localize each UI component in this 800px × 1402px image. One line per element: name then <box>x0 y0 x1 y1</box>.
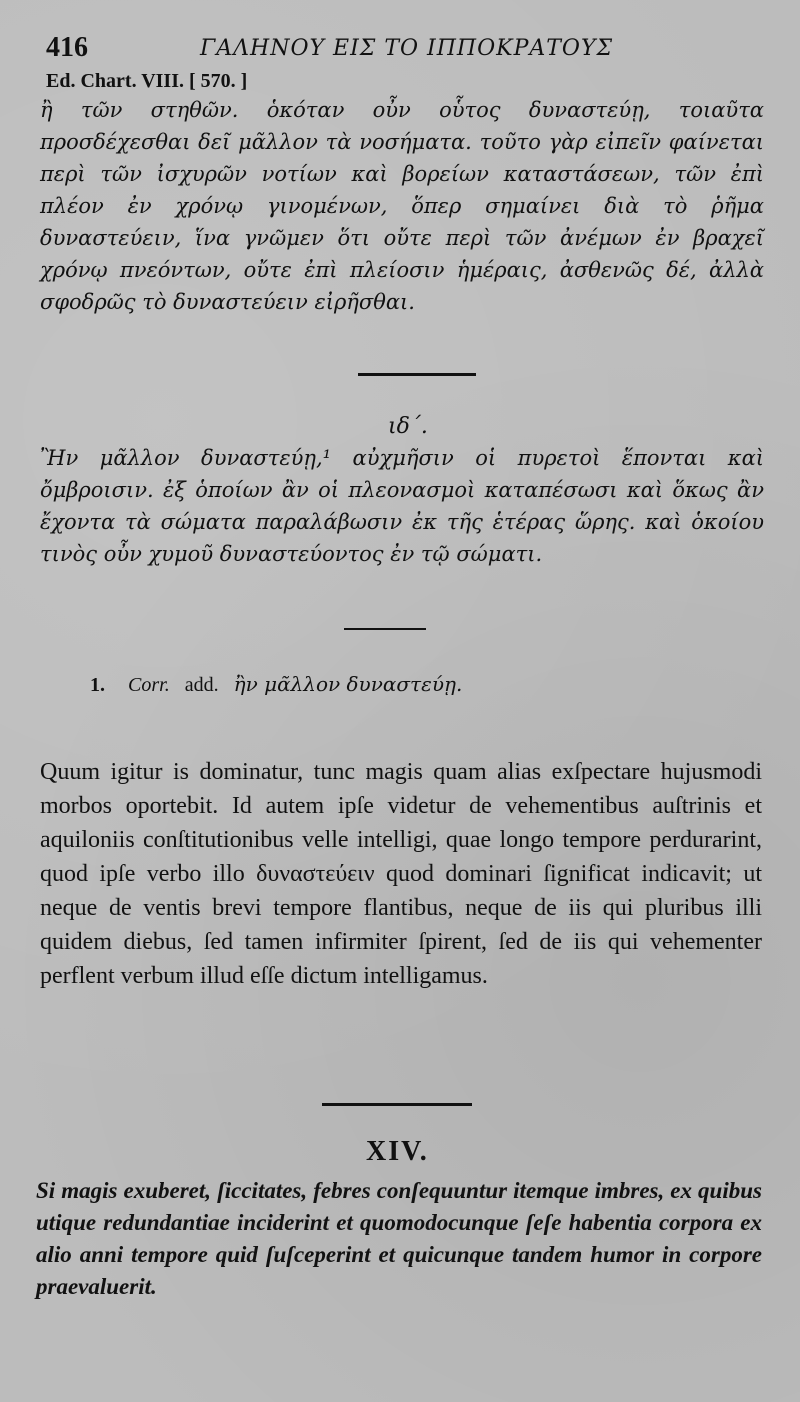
latin-aphorism <box>36 1175 762 1303</box>
footnote <box>90 672 462 697</box>
greek-commentary <box>40 94 764 318</box>
footnote-number: 1. <box>90 674 105 696</box>
greek-aphorism-text: Ἢν μᾶλλον δυναστεύῃ,¹ αὐχμῆσιν οἱ πυρετοὶ ἕπονται καὶ ὄμβροισιν. ἐξ ὁποίων ἂν οἱ πλεονασμοὶ καταπέσωσι καὶ ὅκως ἂν ἔχοντα τὰ σώματα παραλάβωσιν ἐκ τῆς ἑτέρας ὥρης. καὶ ὁκοίου τινὸς οὖν χυμοῦ δυναστεύοντος ἐν τῷ σώματι. <box>40 446 764 566</box>
latin-aphorism-text: Si magis exuberet, ſiccitates, febres conſequuntur itemque imbres, ex quibus utique redundantiae inciderint et quomodocunque ſeſe habentia corpora ex alio anni tempore quid ſuſceperint et quicunque tandem humor in corpore praevaluerit. <box>36 1178 762 1299</box>
latin-commentary-text: Quum igitur is dominatur, tunc magis quam alias exſpectare hujusmodi morbos oportebit. Id autem ipſe videtur de vehementibus auſtrinis et aquiloniis conſtitutionibus velle intelligi, quae longo tempore perdurarint, quod ipſe verbo illo δυναστεύειν quod dominari ſignificat indicavit; ut neque de ventis brevi tempore flantibus, neque de iis qui pluribus illi quidem diebus, ſed tamen infirmiter ſpirent, ſed de iis qui vehementer perflent verbum illud eſſe dictum intelligamus. <box>40 759 762 989</box>
greek-aphorism <box>40 442 764 570</box>
section-divider <box>358 373 476 376</box>
page-number: 416 <box>46 32 88 63</box>
latin-section-divider <box>322 1103 472 1106</box>
footnote-greek: ἢν μᾶλλον δυναστεύῃ. <box>233 672 463 696</box>
greek-section-number: ιδ΄. <box>388 414 428 439</box>
page-header <box>40 32 760 68</box>
footnote-corr: Corr. <box>128 674 170 696</box>
edition-reference: Ed. Chart. VIII. [ 570. ] <box>46 70 248 92</box>
greek-commentary-text: ἢ τῶν στηθῶν. ὁκόταν οὖν οὗτος δυναστεύῃ, τοιαῦτα προσδέχεσθαι δεῖ μᾶλλον τὰ νοσήματα. τοῦτο γὰρ εἰπεῖν φαίνεται περὶ τῶν ἰσχυρῶν νοτίων καὶ βορείων καταστάσεων, τῶν ἐπὶ πλέον ἐν χρόνῳ γινομένων, ὅπερ σημαίνει διὰ τὸ ῥῆμα δυναστεύειν, ἵνα γνῶμεν ὅτι οὔτε περὶ τῶν ἀνέμων ἐν βραχεῖ χρόνῳ πνεόντων, οὔτε ἐπὶ πλείοσιν ἡμέραις, ἀσθενῶς δέ, ἀλλὰ σφοδρῶς τὸ δυναστεύειν εἰρῆσθαι. <box>40 98 764 314</box>
footnote-add: add. <box>184 674 219 696</box>
latin-commentary <box>40 755 762 993</box>
running-head: ΓΑΛΗΝΟΥ ΕΙΣ ΤΟ ΙΠΠΟΚΡΑΤΟΥΣ <box>200 36 614 61</box>
footnote-divider <box>344 628 426 630</box>
latin-section-number: XIV. <box>366 1136 429 1167</box>
